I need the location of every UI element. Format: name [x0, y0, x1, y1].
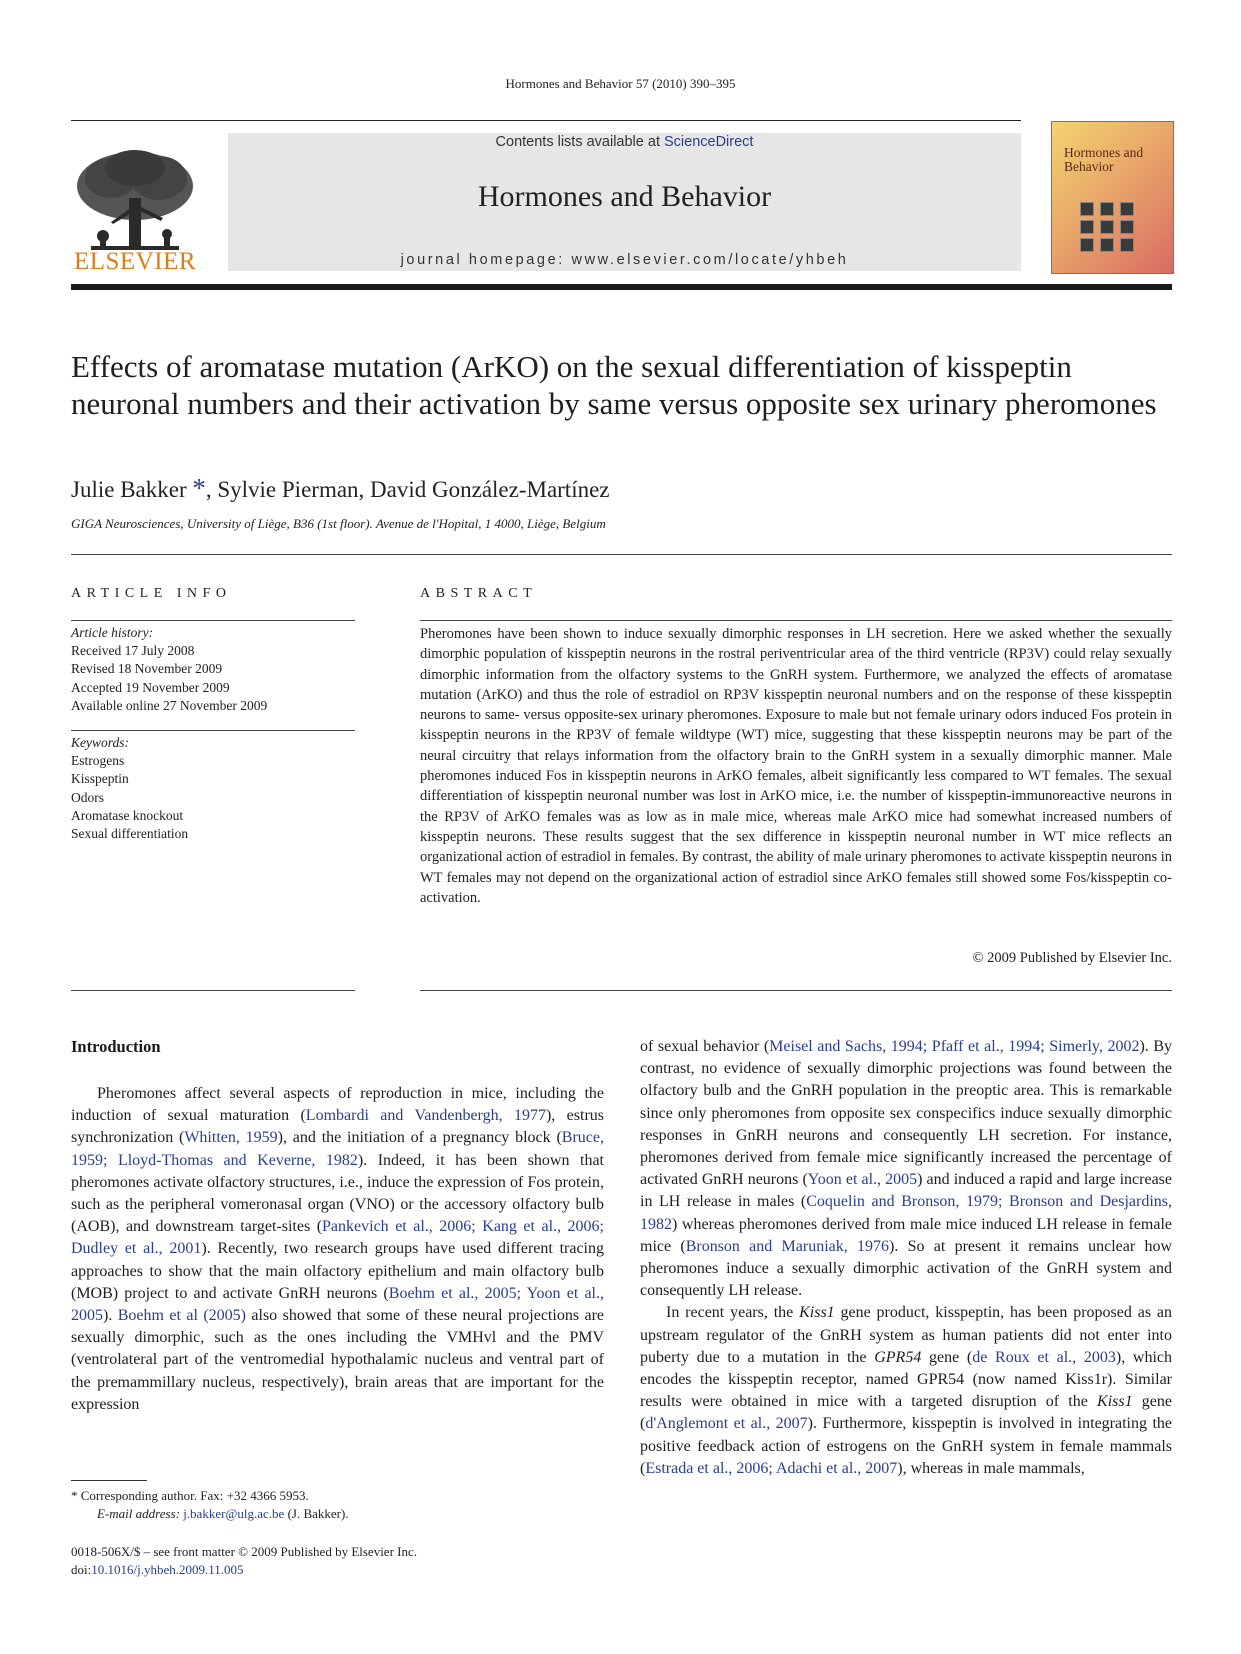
cover-image-cell — [1080, 202, 1094, 216]
journal-homepage[interactable]: journal homepage: www.elsevier.com/locate/yhbeh — [400, 252, 849, 268]
abstract-heading: ABSTRACT — [420, 586, 538, 601]
text-run: In recent years, the — [666, 1304, 800, 1322]
journal-name: Hormones and Behavior — [477, 180, 772, 213]
text-run: ). Indeed, it has been shown that pheromones activate olfactory structures, i.e., induce the expression of Fos protein, such as the peripheral vomeronasal organ (VNO) or the accessory olfactory bulb (AOB), and downstream target-sites ( — [71, 1151, 604, 1236]
elsevier-wordmark: ELSEVIER — [73, 248, 197, 275]
cover-image-cell — [1120, 202, 1134, 216]
cover-title: Hormones and Behavior — [1064, 145, 1144, 174]
email-link[interactable]: j.bakker@ulg.ac.be — [183, 1506, 285, 1521]
article-info-rule — [71, 620, 355, 621]
article-info-heading: ARTICLE INFO — [71, 586, 232, 601]
text-run: ) whereas pheromones derived from male mice induced LH release in female mice ( — [640, 1215, 1172, 1255]
cover-image-cell — [1120, 238, 1134, 252]
keyword: Sexual differentiation — [71, 826, 189, 842]
front-matter — [71, 1543, 417, 1579]
text-run: ), and the initiation of a pregnancy block ( — [277, 1129, 562, 1147]
keywords-label: Keywords: — [71, 735, 129, 750]
article-title: Effects of aromatase mutation (ArKO) on the sexual differentiation of kisspeptin neuronal numbers and their activation by same versus opposite sex urinary pheromones — [71, 349, 1157, 421]
received-date: Received 17 July 2008 — [71, 643, 195, 659]
corresponding-author-footnote — [71, 1487, 349, 1523]
article-history — [71, 624, 267, 715]
article-info-rule — [71, 730, 355, 731]
text-run: ). Recently, two research groups have used different tracing approaches to show that the main olfactory epithelium and main olfactory bulb (MOB) project to and activate GnRH neurons ( — [71, 1240, 604, 1302]
cover-image-cell — [1120, 220, 1134, 234]
author-name: Julie Bakker — [71, 477, 187, 502]
citation-link[interactable]: Meisel and Sachs, 1994; Pfaff et al., 1994; Simerly, 2002 — [769, 1038, 1140, 1055]
text-run: ), which encodes the kisspeptin receptor, named GPR54 (now named Kiss1r). Similar results were obtained in mice with a targeted disruption of the — [640, 1348, 1172, 1411]
cover-image-cell — [1100, 202, 1114, 216]
citation-link[interactable]: Bronson and Maruniak, 1976 — [685, 1237, 890, 1255]
contents-prefix: Contents lists available at — [495, 134, 664, 150]
keywords-block — [71, 734, 188, 843]
citation-link[interactable]: Yoon et al., 2005 — [807, 1171, 918, 1189]
online-date: Available online 27 November 2009 — [71, 697, 268, 713]
text-run: gene ( — [640, 1393, 1172, 1433]
doi-label: doi: — [71, 1562, 92, 1577]
gene-name: GPR54 — [874, 1348, 922, 1366]
title-rule — [71, 554, 1172, 555]
citation-link[interactable]: Pankevich et al., 2006; Kang et al., 2006; Dudley et al., 2001 — [71, 1218, 604, 1258]
citation-link[interactable]: Boehm et al., 2005; Yoon et al., 2005 — [71, 1284, 604, 1325]
doi-link[interactable]: 10.1016/j.yhbeh.2009.11.005 — [91, 1562, 244, 1577]
text-run: ), estrus synchronization ( — [71, 1107, 605, 1147]
article-info-rule — [71, 990, 355, 991]
author-list — [71, 473, 610, 504]
keyword: Estrogens — [71, 753, 125, 769]
corresponding-author-note: Corresponding author. Fax: +32 4366 5953. — [77, 1488, 309, 1503]
affiliation: GIGA Neurosciences, University of Liège, B36 (1st floor). Avenue de l'Hopital, 1 4000, Liège, Belgium — [71, 516, 606, 531]
journal-citation: Hormones and Behavior 57 (2010) 390–395 — [505, 76, 736, 91]
citation-link[interactable]: Lombardi and Vandenbergh, 1977 — [305, 1107, 546, 1125]
text-run: ), whereas in male mammals, — [897, 1459, 1085, 1477]
corresponding-author-marker[interactable]: * — [192, 473, 206, 503]
paragraph — [640, 1036, 1172, 1302]
gene-name: Kiss1 — [799, 1304, 835, 1322]
abstract-rule — [420, 990, 1172, 991]
citation-link[interactable]: Whitten, 1959 — [184, 1129, 278, 1147]
paragraph — [71, 1083, 604, 1416]
keyword: Aromatase knockout — [71, 807, 184, 823]
paragraph — [640, 1302, 1172, 1480]
text-run: of sexual behavior ( — [640, 1038, 770, 1055]
text-run: ) and induced a rapid and large increase in LH release in males ( — [640, 1171, 1173, 1211]
sciencedirect-link[interactable]: ScienceDirect — [664, 134, 754, 150]
text-run: gene product, kisspeptin, has been proposed as an upstream regulator of the GnRH system as human patients did not enter into puberty due to a mutation in the — [640, 1304, 1172, 1366]
cover-image-cell — [1100, 220, 1114, 234]
cover-image-cell — [1080, 220, 1094, 234]
email-suffix: (J. Bakker). — [284, 1506, 349, 1521]
text-run: also showed that some of these neural projections are sexually dimorphic, such as the ones including the VMHvl and the PMV (ventrolateral part of the ventromedial hypothalamic nucleus and ventral part of the premammillary nucleus, respectively), brain areas that are important for the expression — [71, 1307, 604, 1413]
cover-image-cell — [1100, 238, 1114, 252]
revised-date: Revised 18 November 2009 — [71, 661, 223, 677]
cover-image-cell — [1080, 238, 1094, 252]
history-label: Article history: — [71, 625, 154, 640]
abstract-text: Pheromones have been shown to induce sexually dimorphic responses in LH secretion. Here we asked whether the sexually dimorphic population of kisspeptin neurons in the rostral periventricular area of the third ventricle (RP3V) could relay sexually dimorphic information from the olfactory systems to the GnRH system. Furthermore, we analyzed the effects of aromatase mutation (ArKO) and thus the role of estradiol on RP3V kisspeptin neuronal numbers and on the response of these kisspeptin neurons to same- versus opposite-sex urinary pheromones. Exposure to male but not female urinary odors induced Fos protein in kisspeptin neurons in the RP3V of female wildtype (WT) mice, suggesting that these kisspeptin neurons may be part of the neural circuitry that relays information from the olfactory brain to the GnRH system in a sexually dimorphic manner. Male pheromones induced Fos in kisspeptin neurons in ArKO females, albeit significantly less compared to WT females. The sexual differentiation of kisspeptin neuronal number was lost in ArKO mice, i.e. the number of kisspeptin-immunoreactive neurons in the RP3V of ArKO females was as low as in male mice, whereas male ArKO mice had somewhat increased numbers of kisspeptin neurons. These results suggest that the sex difference in kisspeptin neuronal number in WT mice reflects an organizational action of estradiol in females. By contrast, the ability of male urinary pheromones to activate kisspeptin neurons in WT females may not depend on the organizational action of estradiol since ArKO females still showed some Fos/kisspeptin co-activation. — [420, 626, 1172, 906]
other-authors: , Sylvie Pierman, David González-Martínez — [205, 477, 610, 502]
citation-link[interactable]: de Roux et al., 2003 — [972, 1348, 1116, 1366]
header-thick-rule — [71, 284, 1172, 290]
keyword: Kisspeptin — [71, 771, 129, 787]
citation-link[interactable]: Bruce, 1959; Lloyd-Thomas and Keverne, 1982 — [71, 1129, 604, 1169]
text-run: ). — [103, 1307, 118, 1325]
text-run: ). Furthermore, kisspeptin is involved in integrating the positive feedback action of estrogens on the GnRH system in female mammals ( — [640, 1415, 1172, 1477]
body-column-right — [640, 1036, 1172, 1480]
gene-name: Kiss1 — [1097, 1393, 1133, 1411]
footnote-marker: * — [71, 1488, 78, 1503]
text-run: gene ( — [921, 1348, 973, 1366]
journal-cover-thumbnail — [1051, 121, 1174, 274]
body-column-left — [71, 1083, 604, 1416]
issn-line: 0018-506X/$ – see front matter © 2009 Published by Elsevier Inc. — [71, 1544, 418, 1559]
text-run: ). So at present it remains unclear how pheromones induce a sexually dimorphic activation of the GnRH system and consequently LH release. — [640, 1237, 1173, 1300]
citation-link[interactable]: d'Anglemont et al., 2007 — [645, 1415, 808, 1433]
accepted-date: Accepted 19 November 2009 — [71, 679, 230, 695]
introduction-heading: Introduction — [71, 1037, 161, 1056]
text-run: ). By contrast, no evidence of sexually dimorphic projections was found between the olfactory bulb and the GnRH population in the preoptic area. This is remarkable since only pheromones from opposite sex conspecifics induce sexually dimorphic responses in GnRH neurons and consequently LH secretion. For instance, pheromones derived from female mice significantly increased the percentage of activated GnRH neurons ( — [640, 1038, 1173, 1189]
text-run: Pheromones affect several aspects of reproduction in mice, including the induction of sexual maturation ( — [71, 1085, 604, 1125]
header-rule — [71, 120, 1021, 121]
contents-available-line — [228, 134, 1021, 150]
email-label: E-mail address: — [97, 1506, 184, 1521]
citation-link[interactable]: Boehm et al (2005) — [117, 1307, 246, 1325]
citation-link[interactable]: Estrada et al., 2006; Adachi et al., 2007 — [645, 1459, 898, 1477]
footnote-rule — [71, 1480, 147, 1481]
keyword: Odors — [71, 789, 104, 805]
citation-link[interactable]: Coquelin and Bronson, 1979; Bronson and Desjardins, 1982 — [640, 1193, 1172, 1233]
abstract-copyright: © 2009 Published by Elsevier Inc. — [972, 950, 1172, 966]
abstract-rule — [420, 620, 1172, 621]
